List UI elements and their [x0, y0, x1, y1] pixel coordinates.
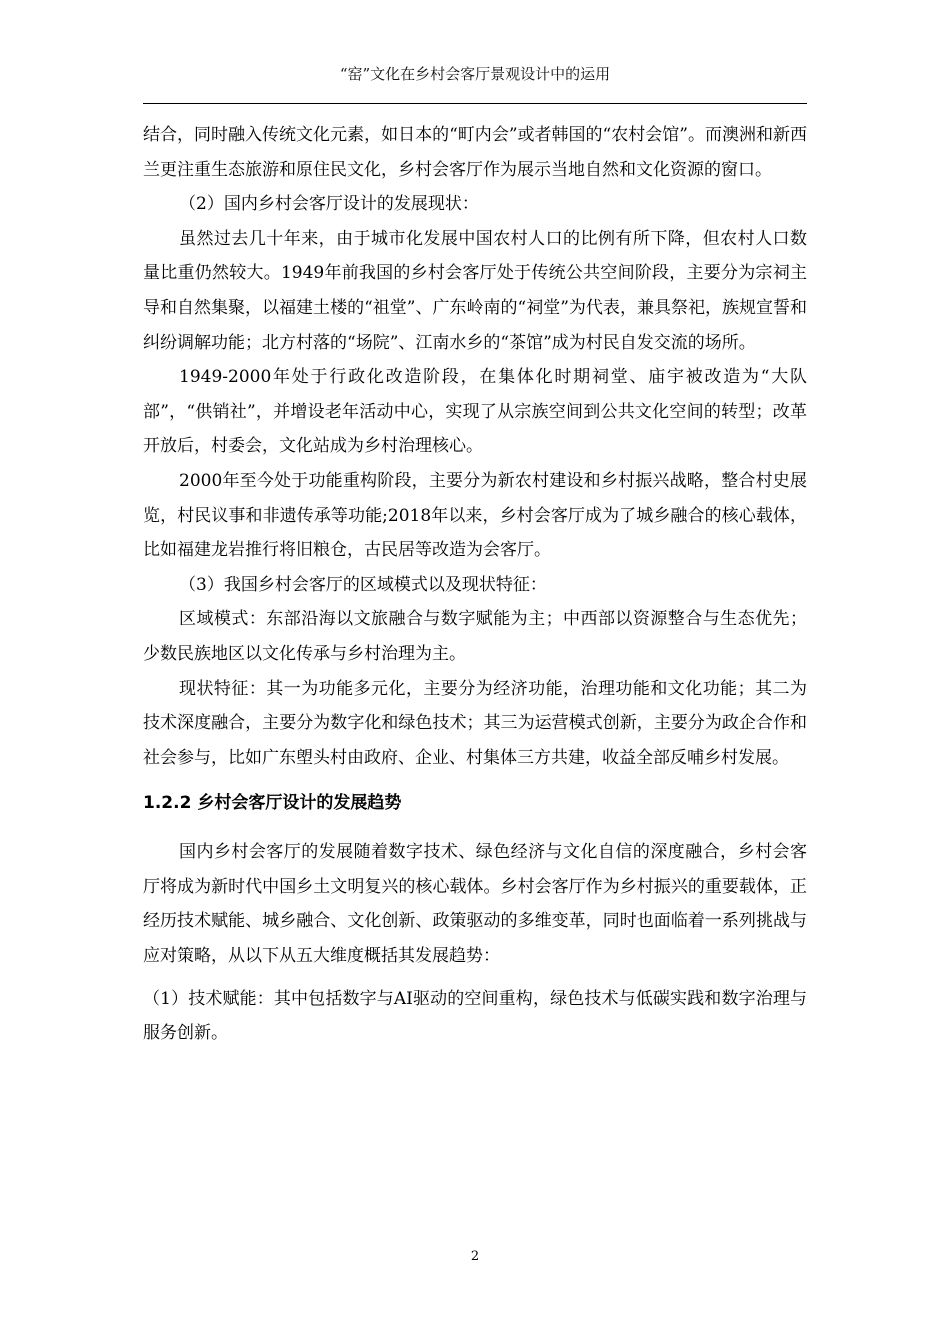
paragraph-continuation: 结合，同时融入传统文化元素，如日本的“町内会”或者韩国的“农村会馆”。而澳洲和新西兰更注重生态旅游和原住民文化，乡村会客厅作为展示当地自然和文化资源的窗口。 [143, 125, 807, 180]
paragraph-administrative-stage: 1949-2000年处于行政化改造阶段，在集体化时期祠堂、庙宇被改造为“大队部”，“供销社”，并增设老年活动中心，实现了从宗族空间到公共文化空间的转型；改革开放后，村委会，文化站成为乡村治理核心。 [143, 367, 807, 457]
paragraph-trends-intro: 国内乡村会客厅的发展随着数字技术、绿色经济与文化自信的深度融合，乡村会客厅将成为新时代中国乡土文明复兴的核心载体。乡村会客厅作为乡村振兴的重要载体，正经历技术赋能、城乡融合、文化创新、政策驱动的多维变革，同时也面临着一系列挑战与应对策略，从以下从五大维度概括其发展趋势： [143, 842, 807, 967]
section-heading: 1.2.2 乡村会客厅设计的发展趋势 [143, 793, 402, 814]
page-number: 2 [470, 1249, 480, 1264]
document-body [143, 118, 807, 1051]
paragraph-traditional-stage: 虽然过去几十年来，由于城市化发展中国农村人口的比例有所下降，但农村人口数量比重仍然较大。1949年前我国的乡村会客厅处于传统公共空间阶段，主要分为宗祠主导和自然集聚，以福建土楼的“祖堂”、广东岭南的“祠堂”为代表，兼具祭祀，族规宣誓和纠纷调解功能；北方村落的“场院”、江南水乡的“茶馆”成为村民自发交流的场所。 [143, 228, 807, 353]
header-divider [143, 103, 807, 104]
paragraph-regional-modes: 区域模式：东部沿海以文旅融合与数字赋能为主；中西部以资源整合与生态优先；少数民族地区以文化传承与乡村治理为主。 [143, 609, 807, 664]
paragraph-current-features: 现状特征：其一为功能多元化，主要分为经济功能，治理功能和文化功能；其二为技术深度融合，主要分为数字化和绿色技术；其三为运营模式创新，主要分为政企合作和社会参与，比如广东塱头村由政府、企业、村集体三方共建，收益全部反哺乡村发展。 [143, 678, 807, 768]
paragraph-restructuring-stage: 2000年至今处于功能重构阶段，主要分为新农村建设和乡村振兴战略，整合村史展览，村民议事和非遗传承等功能;2018年以来，乡村会客厅成为了城乡融合的核心载体，比如福建龙岩推行将旧粮仓，古民居等改造为会客厅。 [143, 470, 807, 561]
paragraph-tech-empowerment: （1）技术赋能：其中包括数字与AI驱动的空间重构，绿色技术与低碳实践和数字治理与服务创新。 [143, 988, 807, 1044]
running-header: “窑”文化在乡村会客厅景观设计中的运用 [339, 65, 611, 83]
subheading-domestic-status: （2）国内乡村会客厅设计的发展现状： [179, 194, 479, 215]
subheading-regional-modes: （3）我国乡村会客厅的区域模式以及现状特征： [179, 574, 547, 595]
